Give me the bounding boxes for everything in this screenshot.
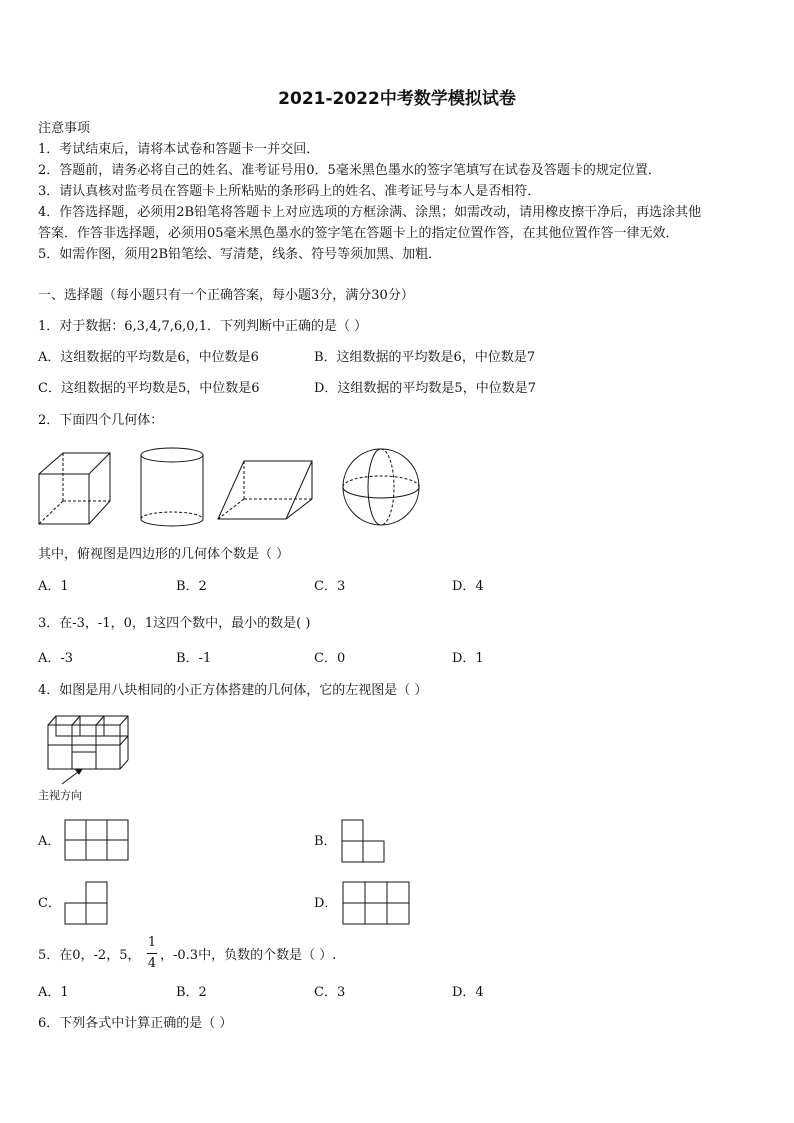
- q4-option-d-label: D．: [314, 896, 338, 911]
- notice-line-6: 5．如需作图，须用2B铅笔绘、写清楚，线条、符号等须加黑、加粗．: [38, 247, 442, 262]
- section-heading: 一、选择题（每小题只有一个正确答案，每小题3分，满分30分）: [38, 288, 414, 303]
- q4-option-c-label: C．: [38, 896, 61, 911]
- q1-option-a: A．这组数据的平均数是6，中位数是6: [38, 350, 259, 365]
- q3-stem: 3．在-3，-1，0，1这四个数中，最小的数是( ): [38, 616, 311, 631]
- q5-option-b: B．2: [176, 985, 207, 1000]
- q5-option-c: C．3: [314, 985, 346, 1000]
- q4-option-c-view: [64, 881, 112, 927]
- cube-figure: [36, 450, 116, 530]
- q4-option-a-view: [64, 819, 132, 863]
- q5-option-a: A．1: [38, 985, 69, 1000]
- q4-option-b-view: [341, 819, 389, 865]
- q1-option-d: D．这组数据的平均数是5，中位数是7: [314, 381, 536, 396]
- q2-followup: 其中，俯视图是四边形的几何体个数是（ ）: [38, 547, 290, 562]
- q1-option-c: C．这组数据的平均数是5，中位数是6: [38, 381, 260, 396]
- q5-fraction-denominator: 4: [147, 956, 157, 971]
- q3-option-b: B．-1: [176, 651, 212, 666]
- notice-heading: 注意事项: [38, 121, 91, 136]
- q5-stem-start: 5．在0，-2，5，: [38, 948, 141, 963]
- page-title: 2021-2022中考数学模拟试卷: [278, 89, 516, 109]
- stacked-cubes-figure: [44, 712, 134, 788]
- notice-line-4: 4．作答选择题，必须用2B铅笔将答题卡上对应选项的方框涂满、涂黑；如需改动，请用橡皮擦干净后，再选涂其他: [38, 205, 702, 220]
- notice-line-2: 2．答题前，请务必将自己的姓名、准考证号用0．5毫米黑色墨水的签字笔填写在试卷及答题卡的规定位置．: [38, 163, 661, 178]
- q6-stem: 6．下列各式中计算正确的是（ ）: [38, 1016, 233, 1031]
- q4-stem: 4．如图是用八块相同的小正方体搭建的几何体，它的左视图是（ ）: [38, 683, 428, 698]
- q2-stem: 2．下面四个几何体：: [38, 413, 164, 428]
- q2-option-a: A．1: [38, 579, 69, 594]
- notice-line-5: 答案．作答非选择题，必须用05毫米黑色墨水的签字笔在答题卡上的指定位置作答，在其他位置作答一律无效．: [38, 226, 679, 241]
- q4-option-a-label: A．: [38, 834, 61, 849]
- cylinder-figure: [138, 446, 210, 530]
- q5-option-d: D．4: [452, 985, 484, 1000]
- q1-stem: 1．对于数据：6,3,4,7,6,0,1．下列判断中正确的是（ ）: [38, 319, 368, 334]
- q5-stem-end: ，-0.3中，负数的个数是（ ）.: [160, 948, 337, 963]
- q2-option-c: C．3: [314, 579, 346, 594]
- q3-option-d: D．1: [452, 651, 484, 666]
- q1-option-b: B．这组数据的平均数是6，中位数是7: [314, 350, 536, 365]
- q4-option-d-view: [342, 881, 412, 927]
- notice-line-3: 3．请认真核对监考员在答题卡上所粘贴的条形码上的姓名、准考证号与本人是否相符．: [38, 184, 541, 199]
- q2-option-b: B．2: [176, 579, 207, 594]
- q5-fraction-bar: [147, 953, 157, 954]
- q5-fraction-numerator: 1: [147, 935, 157, 950]
- q3-option-a: A．-3: [38, 651, 74, 666]
- q3-option-c: C．0: [314, 651, 346, 666]
- sphere-figure: [340, 446, 424, 530]
- q4-option-b-label: B．: [314, 834, 337, 849]
- q2-option-d: D．4: [452, 579, 484, 594]
- prism-figure: [214, 456, 314, 526]
- view-direction-caption: 主视方向: [38, 789, 82, 802]
- notice-line-1: 1．考试结束后，请将本试卷和答题卡一并交回．: [38, 142, 320, 157]
